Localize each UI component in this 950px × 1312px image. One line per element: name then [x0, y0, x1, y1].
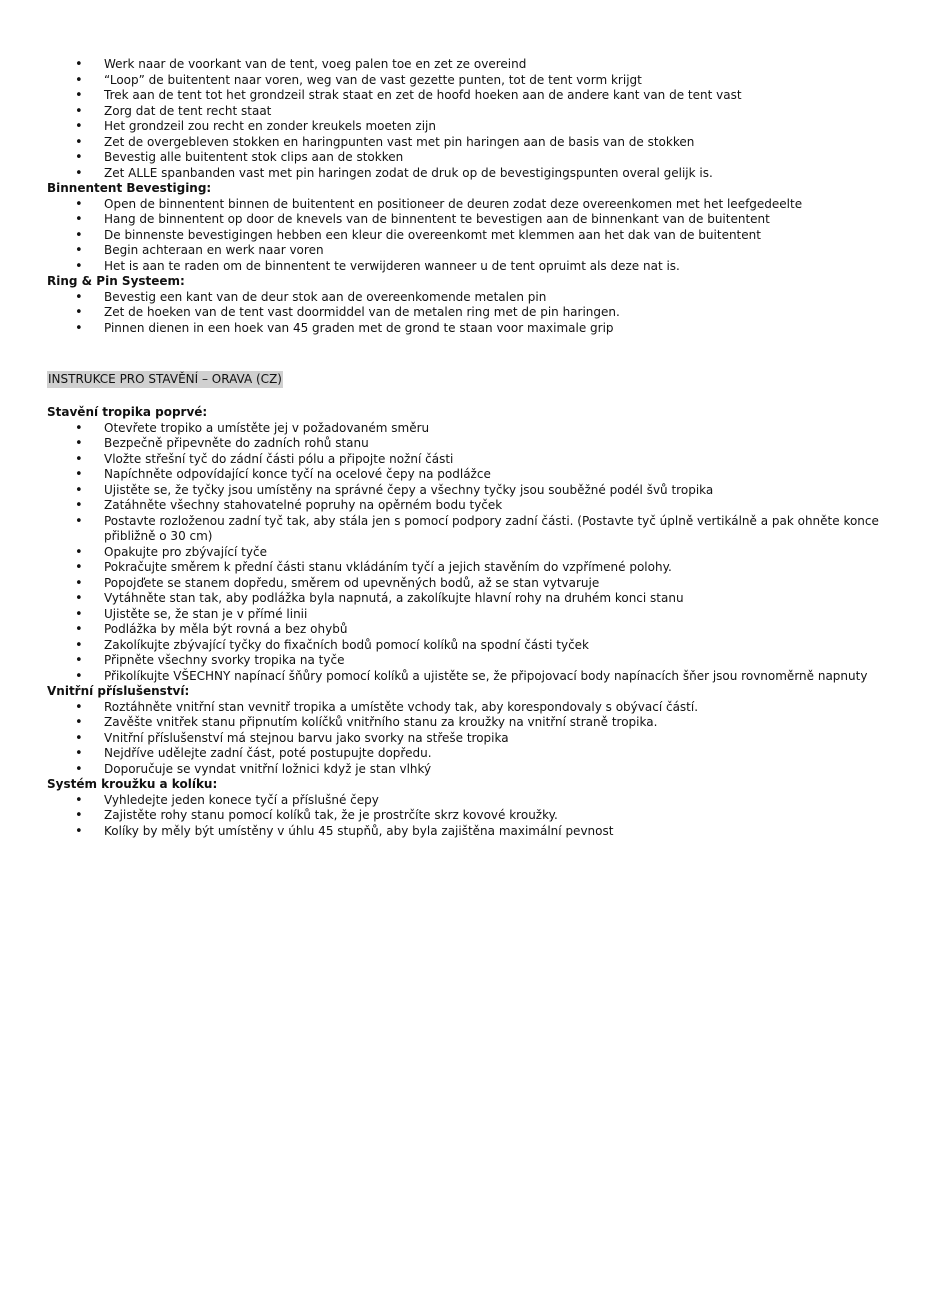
list-item: • Přikolíkujte VŠECHNY napínací šňůry pomocí kolíků a ujistěte se, že připojovací body napínacích šňer jsou rovnoměrně napnuty: [47, 669, 910, 685]
cz-instructions-section: [47, 405, 910, 839]
list-item: • De binnenste bevestigingen hebben een kleur die overeenkomt met klemmen aan het dak van de buitentent: [47, 228, 910, 244]
list-item: • Postavte rozloženou zadní tyč tak, aby stála jen s pomocí podpory zadní části. (Postavte tyč úplně vertikálně a pak ohněte konce přibližně o 30 cm): [47, 514, 910, 545]
list-item: • Zet de overgebleven stokken en haringpunten vast met pin haringen aan de basis van de stokken: [47, 135, 910, 151]
nl-setup-section: [47, 57, 910, 336]
list-item: • Popojďete se stanem dopředu, směrem od upevněných bodů, až se stan vytvaruje: [47, 576, 910, 592]
list-item: • Zet ALLE spanbanden vast met pin haringen zodat de druk op de bevestigingspunten overal gelijk is.: [47, 166, 910, 182]
list-item: • Bevestig een kant van de deur stok aan de overeenkomende metalen pin: [47, 290, 910, 306]
cz-inner-list: [47, 700, 910, 778]
list-item: • Vyhledejte jeden konece tyčí a příslušné čepy: [47, 793, 910, 809]
list-item: • Zorg dat de tent recht staat: [47, 104, 910, 120]
list-item: • Roztáhněte vnitřní stan vevnitř tropika a umístěte vchody tak, aby korespondovaly s obývací částí.: [47, 700, 910, 716]
nl-ring-heading: Ring & Pin Systeem:: [47, 274, 185, 288]
cz-ring-list: [47, 793, 910, 840]
list-item: • Bevestig alle buitentent stok clips aan de stokken: [47, 150, 910, 166]
list-item: • Het grondzeil zou recht en zonder kreukels moeten zijn: [47, 119, 910, 135]
nl-ring-list: [47, 290, 910, 337]
list-item: • Het is aan te raden om de binnentent te verwijderen wanneer u de tent opruimt als deze nat is.: [47, 259, 910, 275]
list-item: • Vytáhněte stan tak, aby podlážka byla napnutá, a zakolíkujte hlavní rohy na druhém konci stanu: [47, 591, 910, 607]
list-item: • Vložte střešní tyč do zádní části pólu a připojte nožní části: [47, 452, 910, 468]
list-item: • Doporučuje se vyndat vnitřní ložnici když je stan vlhký: [47, 762, 910, 778]
list-item: • Ujistěte se, že stan je v přímé linii: [47, 607, 910, 623]
nl-setup-list: [47, 57, 910, 181]
cz-first-heading: Stavění tropika poprvé:: [47, 405, 208, 419]
cz-ring-heading: Systém kroužku a kolíku:: [47, 777, 218, 791]
list-item: • Ujistěte se, že tyčky jsou umístěny na správné čepy a všechny tyčky jsou souběžné podél švů tropika: [47, 483, 910, 499]
list-item: • Zavěšte vnitřek stanu připnutím kolíčků vnitřního stanu za kroužky na vnitřní straně tropika.: [47, 715, 910, 731]
nl-inner-heading: Binnentent Bevestiging:: [47, 181, 212, 195]
cz-section-title: INSTRUKCE PRO STAVĚNÍ – ORAVA (CZ): [48, 372, 282, 386]
cz-first-list: [47, 421, 910, 685]
list-item: • Opakujte pro zbývající tyče: [47, 545, 910, 561]
list-item: • Zet de hoeken van de tent vast doormiddel van de metalen ring met de pin haringen.: [47, 305, 910, 321]
cz-inner-heading: Vnitřní příslušenství:: [47, 684, 190, 698]
list-item: • Hang de binnentent op door de knevels van de binnentent te bevestigen aan de binnenkant van de buitentent: [47, 212, 910, 228]
list-item: • Zatáhněte všechny stahovatelné popruhy na opěrném bodu tyček: [47, 498, 910, 514]
list-item: • Zajistěte rohy stanu pomocí kolíků tak, že je prostrčíte skrz kovové kroužky.: [47, 808, 910, 824]
list-item: • Trek aan de tent tot het grondzeil strak staat en zet de hoofd hoeken aan de andere kant van de tent vast: [47, 88, 910, 104]
list-item: • Připněte všechny svorky tropika na tyče: [47, 653, 910, 669]
list-item: • Pokračujte směrem k přední části stanu vkládáním tyčí a jejich stavěním do vzpřímené polohy.: [47, 560, 910, 576]
list-item: • Pinnen dienen in een hoek van 45 graden met de grond te staan voor maximale grip: [47, 321, 910, 337]
list-item: • Werk naar de voorkant van de tent, voeg palen toe en zet ze overeind: [47, 57, 910, 73]
list-item: • Bezpečně připevněte do zadních rohů stanu: [47, 436, 910, 452]
list-item: • Podlážka by měla být rovná a bez ohybů: [47, 622, 910, 638]
list-item: • Vnitřní příslušenství má stejnou barvu jako svorky na střeše tropika: [47, 731, 910, 747]
cz-section-title-block: [47, 371, 910, 388]
list-item: • Begin achteraan en werk naar voren: [47, 243, 910, 259]
list-item: • Kolíky by měly být umístěny v úhlu 45 stupňů, aby byla zajištěna maximální pevnost: [47, 824, 910, 840]
list-item: • Zakolíkujte zbývající tyčky do fixačních bodů pomocí kolíků na spodní části tyček: [47, 638, 910, 654]
nl-inner-list: [47, 197, 910, 275]
list-item: • Otevřete tropiko a umístěte jej v požadovaném směru: [47, 421, 910, 437]
list-item: • Napíchněte odpovídající konce tyčí na ocelové čepy na podlážce: [47, 467, 910, 483]
list-item: • Open de binnentent binnen de buitentent en positioneer de deuren zodat deze overeenkomen met het leefgedeelte: [47, 197, 910, 213]
list-item: • “Loop” de buitentent naar voren, weg van de vast gezette punten, tot de tent vorm krijgt: [47, 73, 910, 89]
list-item: • Nejdříve udělejte zadní část, poté postupujte dopředu.: [47, 746, 910, 762]
